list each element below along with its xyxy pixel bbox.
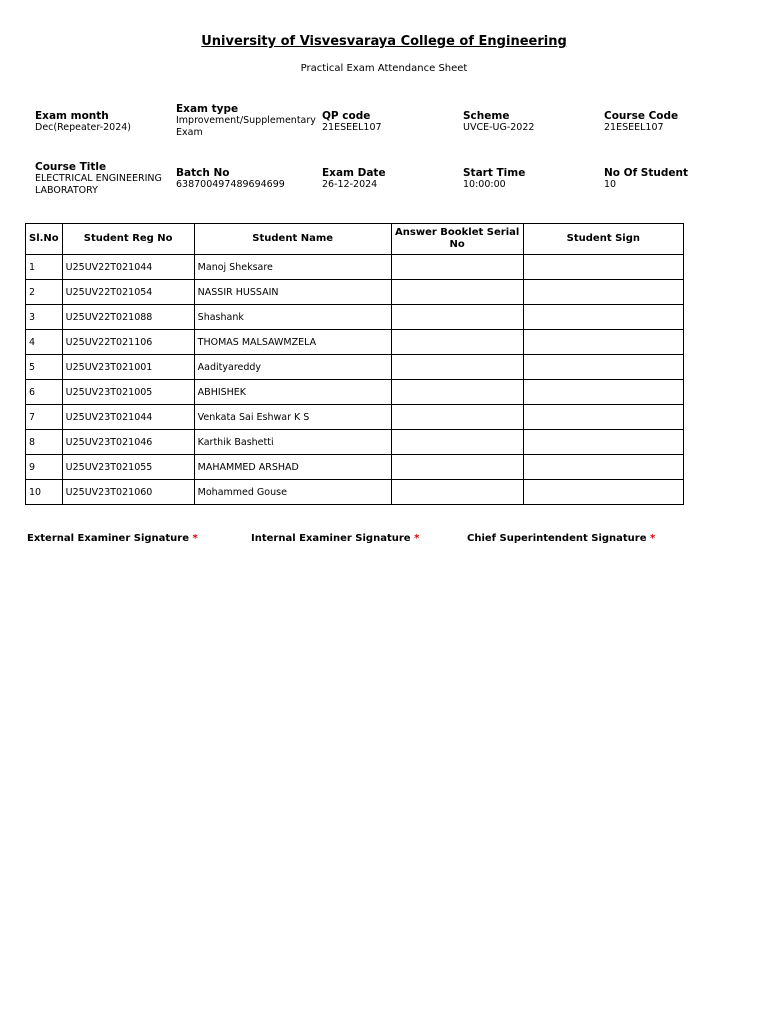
- cell-sl-no: 5: [26, 355, 63, 380]
- attendance-table: [25, 223, 684, 505]
- cell-reg-no: U25UV23T021055: [62, 455, 194, 480]
- field-exam-type: [176, 103, 316, 138]
- external-examiner-signature: [27, 533, 198, 544]
- course-title-value-line2: LABORATORY: [35, 184, 98, 196]
- header-answer-booklet-line2: No: [449, 239, 465, 250]
- cell-student-sign: [523, 305, 683, 330]
- start-time-label: Start Time: [463, 167, 526, 179]
- cell-student-name: Mohammed Gouse: [194, 480, 391, 505]
- header-student-name: Student Name: [194, 224, 391, 255]
- cell-reg-no: U25UV22T021044: [62, 255, 194, 280]
- cell-sl-no: 1: [26, 255, 63, 280]
- cell-answer-booklet: [391, 305, 523, 330]
- cell-answer-booklet: [391, 380, 523, 405]
- exam-date-value: 26-12-2024: [322, 179, 378, 190]
- required-asterisk: *: [650, 533, 656, 544]
- cell-sl-no: 3: [26, 305, 63, 330]
- exam-type-value-line1: Improvement/Supplementary: [176, 115, 316, 126]
- chief-superintendent-signature: [467, 533, 655, 544]
- internal-signature-label: Internal Examiner Signature: [251, 533, 411, 544]
- cell-reg-no: U25UV22T021106: [62, 330, 194, 355]
- cell-reg-no: U25UV23T021060: [62, 480, 194, 505]
- no-of-student-label: No Of Student: [604, 167, 688, 179]
- cell-student-sign: [523, 455, 683, 480]
- cell-reg-no: U25UV23T021005: [62, 380, 194, 405]
- field-batch-no: [176, 167, 285, 191]
- batch-no-value: 638700497489694699: [176, 179, 285, 190]
- external-signature-label: External Examiner Signature: [27, 533, 190, 544]
- cell-student-sign: [523, 280, 683, 305]
- field-exam-date: [322, 167, 386, 191]
- table-body: [26, 255, 684, 505]
- table-row: [26, 455, 684, 480]
- cell-student-sign: [523, 380, 683, 405]
- cell-student-name: ABHISHEK: [194, 380, 391, 405]
- field-exam-month: [35, 110, 131, 134]
- field-scheme: [463, 110, 534, 134]
- header-reg-no: Student Reg No: [62, 224, 194, 255]
- qp-code-value: 21ESEEL107: [322, 122, 382, 133]
- cell-answer-booklet: [391, 455, 523, 480]
- field-qp-code: [322, 110, 382, 134]
- exam-type-value-line2: Exam: [176, 126, 203, 138]
- exam-month-label: Exam month: [35, 110, 109, 122]
- course-code-value: 21ESEEL107: [604, 122, 664, 133]
- cell-student-sign: [523, 330, 683, 355]
- exam-type-label: Exam type: [176, 103, 239, 115]
- cell-reg-no: U25UV22T021088: [62, 305, 194, 330]
- header-student-sign: Student Sign: [523, 224, 683, 255]
- table-row: [26, 380, 684, 405]
- cell-answer-booklet: [391, 430, 523, 455]
- scheme-value: UVCE-UG-2022: [463, 122, 535, 133]
- chief-signature-label: Chief Superintendent Signature: [467, 533, 647, 544]
- cell-sl-no: 2: [26, 280, 63, 305]
- cell-student-name: MAHAMMED ARSHAD: [194, 455, 391, 480]
- cell-answer-booklet: [391, 355, 523, 380]
- table-row: [26, 405, 684, 430]
- cell-reg-no: U25UV23T021046: [62, 430, 194, 455]
- cell-answer-booklet: [391, 405, 523, 430]
- cell-sl-no: 9: [26, 455, 63, 480]
- cell-sl-no: 7: [26, 405, 63, 430]
- cell-student-name: Manoj Sheksare: [194, 255, 391, 280]
- cell-student-sign: [523, 405, 683, 430]
- required-asterisk: *: [414, 533, 420, 544]
- internal-examiner-signature: [251, 533, 419, 544]
- cell-student-name: Karthik Bashetti: [194, 430, 391, 455]
- start-time-value: 10:00:00: [463, 179, 506, 190]
- cell-answer-booklet: [391, 480, 523, 505]
- table-row: [26, 305, 684, 330]
- cell-student-name: THOMAS MALSAWMZELA: [194, 330, 391, 355]
- header-answer-booklet-line1: Answer Booklet Serial: [395, 227, 520, 238]
- sheet-subtitle: Practical Exam Attendance Sheet: [300, 63, 468, 74]
- cell-student-name: Venkata Sai Eshwar K S: [194, 405, 391, 430]
- cell-student-sign: [523, 480, 683, 505]
- cell-student-sign: [523, 430, 683, 455]
- table-row: [26, 480, 684, 505]
- cell-student-name: Aadityareddy: [194, 355, 391, 380]
- field-course-code: [604, 110, 678, 134]
- cell-reg-no: U25UV22T021054: [62, 280, 194, 305]
- cell-answer-booklet: [391, 280, 523, 305]
- cell-sl-no: 4: [26, 330, 63, 355]
- cell-student-sign: [523, 255, 683, 280]
- table-row: [26, 255, 684, 280]
- table-row: [26, 355, 684, 380]
- cell-sl-no: 10: [26, 480, 63, 505]
- cell-sl-no: 8: [26, 430, 63, 455]
- scheme-label: Scheme: [463, 110, 510, 122]
- course-title-label: Course Title: [35, 161, 107, 173]
- cell-reg-no: U25UV23T021044: [62, 405, 194, 430]
- qp-code-label: QP code: [322, 110, 371, 122]
- course-code-label: Course Code: [604, 110, 679, 122]
- cell-answer-booklet: [391, 255, 523, 280]
- no-of-student-value: 10: [604, 179, 617, 190]
- course-title-value-line1: ELECTRICAL ENGINEERING: [35, 173, 162, 184]
- field-course-title: [35, 161, 162, 196]
- required-asterisk: *: [192, 533, 198, 544]
- batch-no-label: Batch No: [176, 167, 230, 179]
- table-row: [26, 330, 684, 355]
- cell-sl-no: 6: [26, 380, 63, 405]
- table-row: [26, 280, 684, 305]
- cell-student-name: NASSIR HUSSAIN: [194, 280, 391, 305]
- cell-student-sign: [523, 355, 683, 380]
- table-row: [26, 430, 684, 455]
- header-sl-no: Sl.No: [26, 224, 63, 255]
- cell-answer-booklet: [391, 330, 523, 355]
- cell-reg-no: U25UV23T021001: [62, 355, 194, 380]
- field-no-of-student: [604, 167, 688, 191]
- field-start-time: [463, 167, 525, 191]
- exam-month-value: Dec(Repeater-2024): [35, 122, 131, 133]
- university-title: University of Visvesvaraya College of Engineering: [201, 34, 567, 49]
- header-answer-booklet: [391, 224, 523, 255]
- exam-date-label: Exam Date: [322, 167, 386, 179]
- table-header-row: [26, 224, 684, 255]
- cell-student-name: Shashank: [194, 305, 391, 330]
